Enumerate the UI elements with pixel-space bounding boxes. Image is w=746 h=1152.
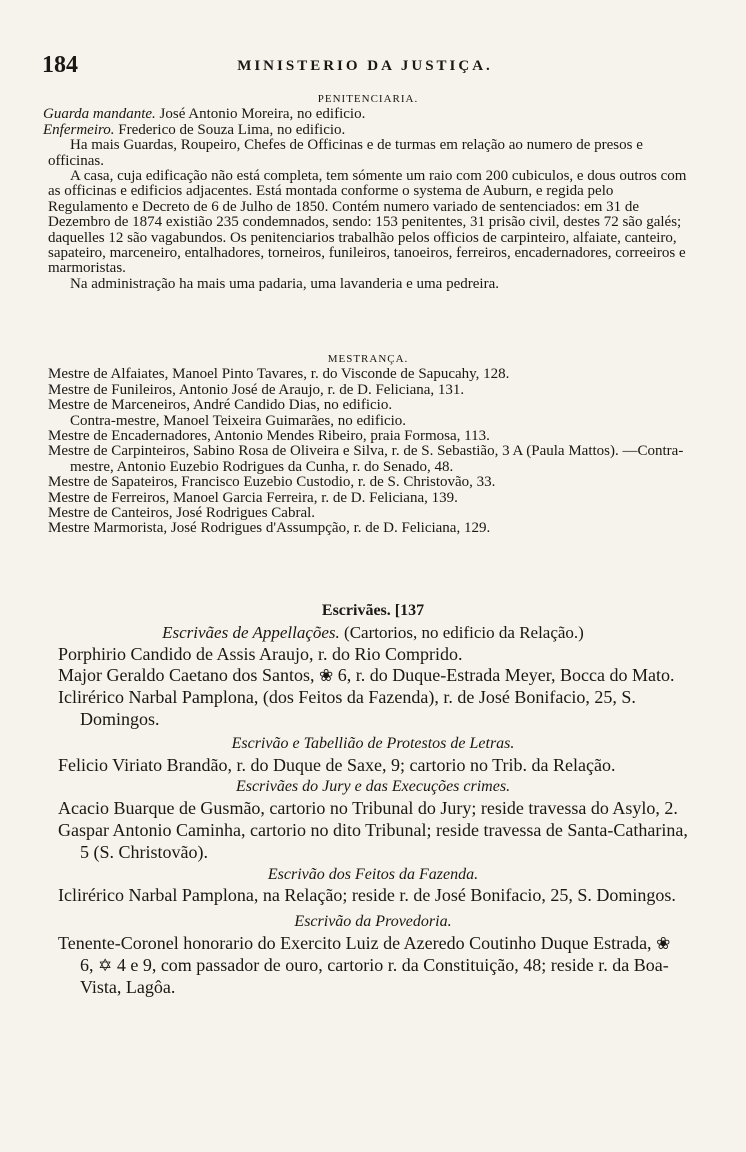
page-number: 184 — [42, 52, 78, 78]
mestre-line: Mestre de Funileiros, Antonio José de Araujo, r. de D. Feliciana, 131. — [48, 381, 465, 398]
provedoria-heading: Escrivão da Provedoria. — [294, 913, 452, 931]
entry-iclirerico-2: Iclirérico Narbal Pamplona, na Relação; reside r. de José Bonifacio, 25, S. Domingos. — [58, 885, 676, 906]
entry-text: 6, r. do Duque-Estrada Meyer, Bocca do Mato. — [333, 665, 675, 686]
entry-text: 4 e 9, com passador de ouro, cartorio r. da Constituição, 48; reside r. da Boa-Vista, Lagôa. — [80, 954, 669, 997]
mestre-line: Mestre Marmorista, José Rodrigues d'Assumpção, r. de D. Feliciana, 129. — [48, 520, 491, 537]
page-header — [40, 50, 690, 80]
penitenciaria-paragraph-2: A casa, cuja edificação não está completa, tem sómente um raio com 200 cubiculos, e dous outros com as officinas e edificios adjacentes. Está montada conforme o systema de Auburn, e regida pelo Regulamento e Decreto de 6 de Julho de 1850. Contém numero variado de sentenciados: em 31 de Dezembro de 1874 existião 235 condemnados, sendo: 153 penitentes, 31 prisão civil, destes 72 são galés; daquelles 12 são vagabundos. Os penitenciarios trabalhão pelos officios de carpinteiro, alfaiate, canteiro, sapateiro, marceneiro, entalhadores, torneiros, funileiros, tanoeiros, ferreiros, encadernadores, correeiros e marmoristas. — [48, 168, 687, 277]
mestre-line: Mestre de Canteiros, José Rodrigues Cabral. — [48, 505, 316, 522]
entry-text: 6, — [80, 954, 98, 975]
entry-text: Major Geraldo Caetano dos Santos, — [58, 665, 319, 686]
entry-text: Tenente-Coronel honorario do Exercito Luiz de Azeredo Coutinho Duque Estrada, — [58, 932, 657, 953]
mestranca-heading: MESTRANÇA. — [327, 353, 409, 365]
enfermeiro-text: Frederico de Souza Lima, no edificio. — [114, 121, 346, 138]
mestre-line: Contra-mestre, Manoel Teixeira Guimarães, no edificio. — [70, 412, 407, 429]
appellacoes-label: Escrivães de Appellações. — [162, 622, 340, 642]
mestranca-section — [48, 352, 688, 537]
guarda-label: Guarda mandante. — [43, 106, 156, 123]
appellacoes-heading — [58, 622, 688, 644]
enfermeiro-label: Enfermeiro. — [43, 121, 115, 138]
entry-felicio: Felicio Viriato Brandão, r. do Duque de Saxe, 9; cartorio no Trib. da Relação. — [58, 754, 616, 775]
running-title: MINISTERIO DA JUSTIÇA. — [237, 58, 493, 74]
appellacoes-note: (Cartorios, no edificio da Relação.) — [339, 622, 584, 642]
guarda-mandante — [43, 107, 688, 122]
star-order-icon: ✡ — [98, 955, 113, 975]
penitenciaria-paragraph-1: Ha mais Guardas, Roupeiro, Chefes de Officinas e de turmas em relação ao numero de presos e officinas. — [48, 137, 643, 169]
entry-porphirio: Porphirio Candido de Assis Araujo, r. do Rio Comprido. — [58, 643, 463, 664]
rose-order-icon: ❀ — [318, 666, 334, 686]
entry-acacio: Acacio Buarque de Gusmão, cartorio no Tribunal do Jury; reside travessa do Asylo, 2. — [58, 798, 678, 819]
entry-tenente-coronel — [58, 933, 688, 998]
mestre-line: Mestre de Sapateiros, Francisco Euzebio Custodio, r. de S. Christovão, 33. — [48, 474, 496, 491]
mestre-line: Mestre de Alfaiates, Manoel Pinto Tavares, r. do Visconde de Sapucahy, 128. — [48, 366, 510, 383]
penitenciaria-section — [43, 92, 688, 292]
mestre-line: Mestre de Marceneiros, André Candido Dias, no edificio. — [48, 397, 393, 414]
penitenciaria-paragraph-3: Na administração ha mais uma padaria, uma lavanderia e uma pedreira. — [70, 275, 499, 292]
protestos-heading: Escrivão e Tabellião de Protestos de Letras. — [231, 734, 515, 752]
rose-order-icon: ❀ — [656, 933, 671, 953]
penitenciaria-heading: PENITENCIARIA. — [317, 93, 419, 105]
jury-heading: Escrivães do Jury e das Execuções crimes. — [235, 778, 511, 796]
escrivaes-title: Escrivães. [137 — [321, 602, 425, 619]
mestre-line: Mestre de Ferreiros, Manoel Garcia Ferreira, r. de D. Feliciana, 139. — [48, 489, 458, 506]
entry-major-geraldo — [58, 665, 688, 687]
entry-gaspar: Gaspar Antonio Caminha, cartorio no dito Tribunal; reside travessa de Santa-Catharina, 5 (S. Christovão). — [58, 819, 688, 862]
mestre-line: Mestre de Carpinteiros, Sabino Rosa de Oliveira e Silva, r. de S. Sebastião, 3 A (Paula Mattos). —Contra-mestre, Antonio Euzebio Rodrigues da Cunha, r. do Senado, 48. — [48, 443, 684, 475]
enfermeiro — [43, 123, 688, 138]
entry-iclirerico-1: Iclirérico Narbal Pamplona, (dos Feitos da Fazenda), r. de José Bonifacio, 25, S. Domingos. — [58, 687, 636, 729]
feitos-heading: Escrivão dos Feitos da Fazenda. — [267, 865, 479, 883]
mestre-line: Mestre de Encadernadores, Antonio Mendes Ribeiro, praia Formosa, 113. — [48, 428, 490, 445]
guarda-text: José Antonio Moreira, no edificio. — [155, 106, 366, 123]
escrivaes-section — [58, 600, 688, 998]
